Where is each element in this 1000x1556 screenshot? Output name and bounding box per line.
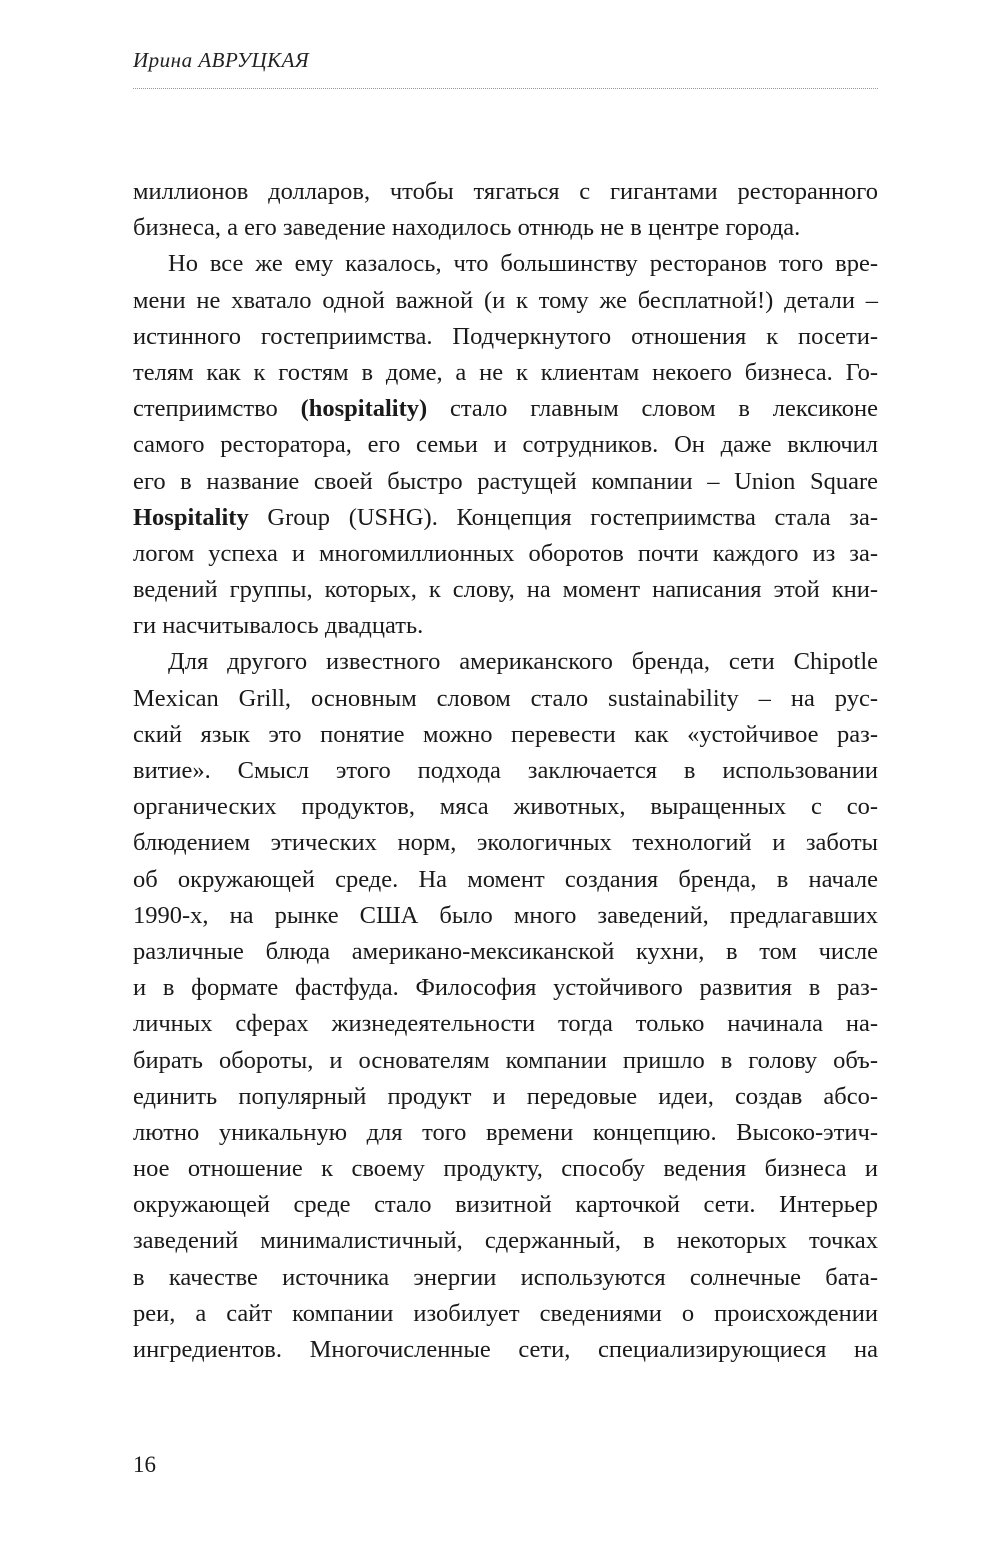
text-line: Но все же ему казалось, что большинству ресторанов того вре- xyxy=(168,250,878,278)
text-line: бирать обороты, и основателям компании пришло в голову объ- xyxy=(133,1046,878,1074)
text-line: органических продуктов, мяса животных, выращенных с со- xyxy=(133,793,878,821)
text-line: самого ресторатора, его семьи и сотрудников. Он даже включил xyxy=(133,431,878,459)
text-line: его в название своей быстро растущей компании – Union Square xyxy=(133,467,878,495)
text-line: ский язык это понятие можно перевести как «устойчивое раз- xyxy=(133,720,878,748)
text-line: в качестве источника энергии используются солнечные бата- xyxy=(133,1263,878,1291)
text-line: лютно уникальную для того времени концепцию. Высоко-этич- xyxy=(133,1118,878,1146)
body-text xyxy=(133,174,878,1368)
text-line: витие». Смысл этого подхода заключается в использовании xyxy=(133,757,878,784)
text-line: ведений группы, которых, к слову, на момент написания этой кни- xyxy=(133,576,878,604)
text-line-with-bold xyxy=(133,500,878,536)
text-line: заведений минималистичный, сдержанный, в некоторых точках xyxy=(133,1227,878,1255)
bold-term: (hospitality) xyxy=(300,395,428,423)
text-line: Для другого известного американского бренда, сети Chipotle xyxy=(168,648,878,676)
text-fragment: Group (USHG). Концепция гостеприимства стала за- xyxy=(248,503,878,531)
text-line: истинного гостеприимства. Подчеркнутого отношения к посети- xyxy=(133,322,878,350)
text-line: 1990-х, на рынке США было много заведений, предлагавших xyxy=(133,901,878,929)
text-line: бизнеса, а его заведение находилось отнюдь не в центре города. xyxy=(133,214,801,242)
text-fragment: степриимство xyxy=(133,395,301,423)
text-fragment: стало главным словом в лексиконе xyxy=(427,395,879,423)
running-head-author: Ирина АВРУЦКАЯ xyxy=(133,48,310,72)
text-line: окружающей среде стало визитной карточкой сети. Интерьер xyxy=(133,1191,878,1219)
page-number: 16 xyxy=(133,1452,156,1477)
text-line: реи, а сайт компании изобилует сведениями о происхождении xyxy=(133,1299,878,1327)
text-line: ги насчитывалось двадцать. xyxy=(133,612,424,640)
header-divider xyxy=(133,88,878,89)
text-line: логом успеха и многомиллионных оборотов почти каждого из за- xyxy=(133,539,878,567)
text-line: и в формате фастфуда. Философия устойчивого развития в раз- xyxy=(133,974,878,1002)
text-line: ное отношение к своему продукту, способу ведения бизнеса и xyxy=(133,1155,878,1183)
text-line: мени не хватало одной важной (и к тому же бесплатной!) детали – xyxy=(133,286,878,314)
bold-term: Hospitality xyxy=(133,503,249,531)
text-line: блюдением этических норм, экологичных технологий и заботы xyxy=(133,829,878,857)
text-line: телям как к гостям в доме, а не к клиентам некоего бизнеса. Го- xyxy=(133,358,878,386)
text-line: личных сферах жизнедеятельности тогда только начинала на- xyxy=(133,1010,878,1038)
text-line-with-bold xyxy=(133,391,878,427)
text-line: ингредиентов. Многочисленные сети, специализирующиеся на xyxy=(133,1336,878,1363)
text-line: различные блюда американо-мексиканской кухни, в том числе xyxy=(133,937,878,965)
text-line: миллионов долларов, чтобы тягаться с гигантами ресторанного xyxy=(133,178,878,205)
text-line: об окружающей среде. На момент создания бренда, в начале xyxy=(133,865,878,893)
text-line: Mexican Grill, основным словом стало sustainability – на рус- xyxy=(133,684,878,712)
text-line: единить популярный продукт и передовые идеи, создав абсо- xyxy=(133,1082,878,1110)
